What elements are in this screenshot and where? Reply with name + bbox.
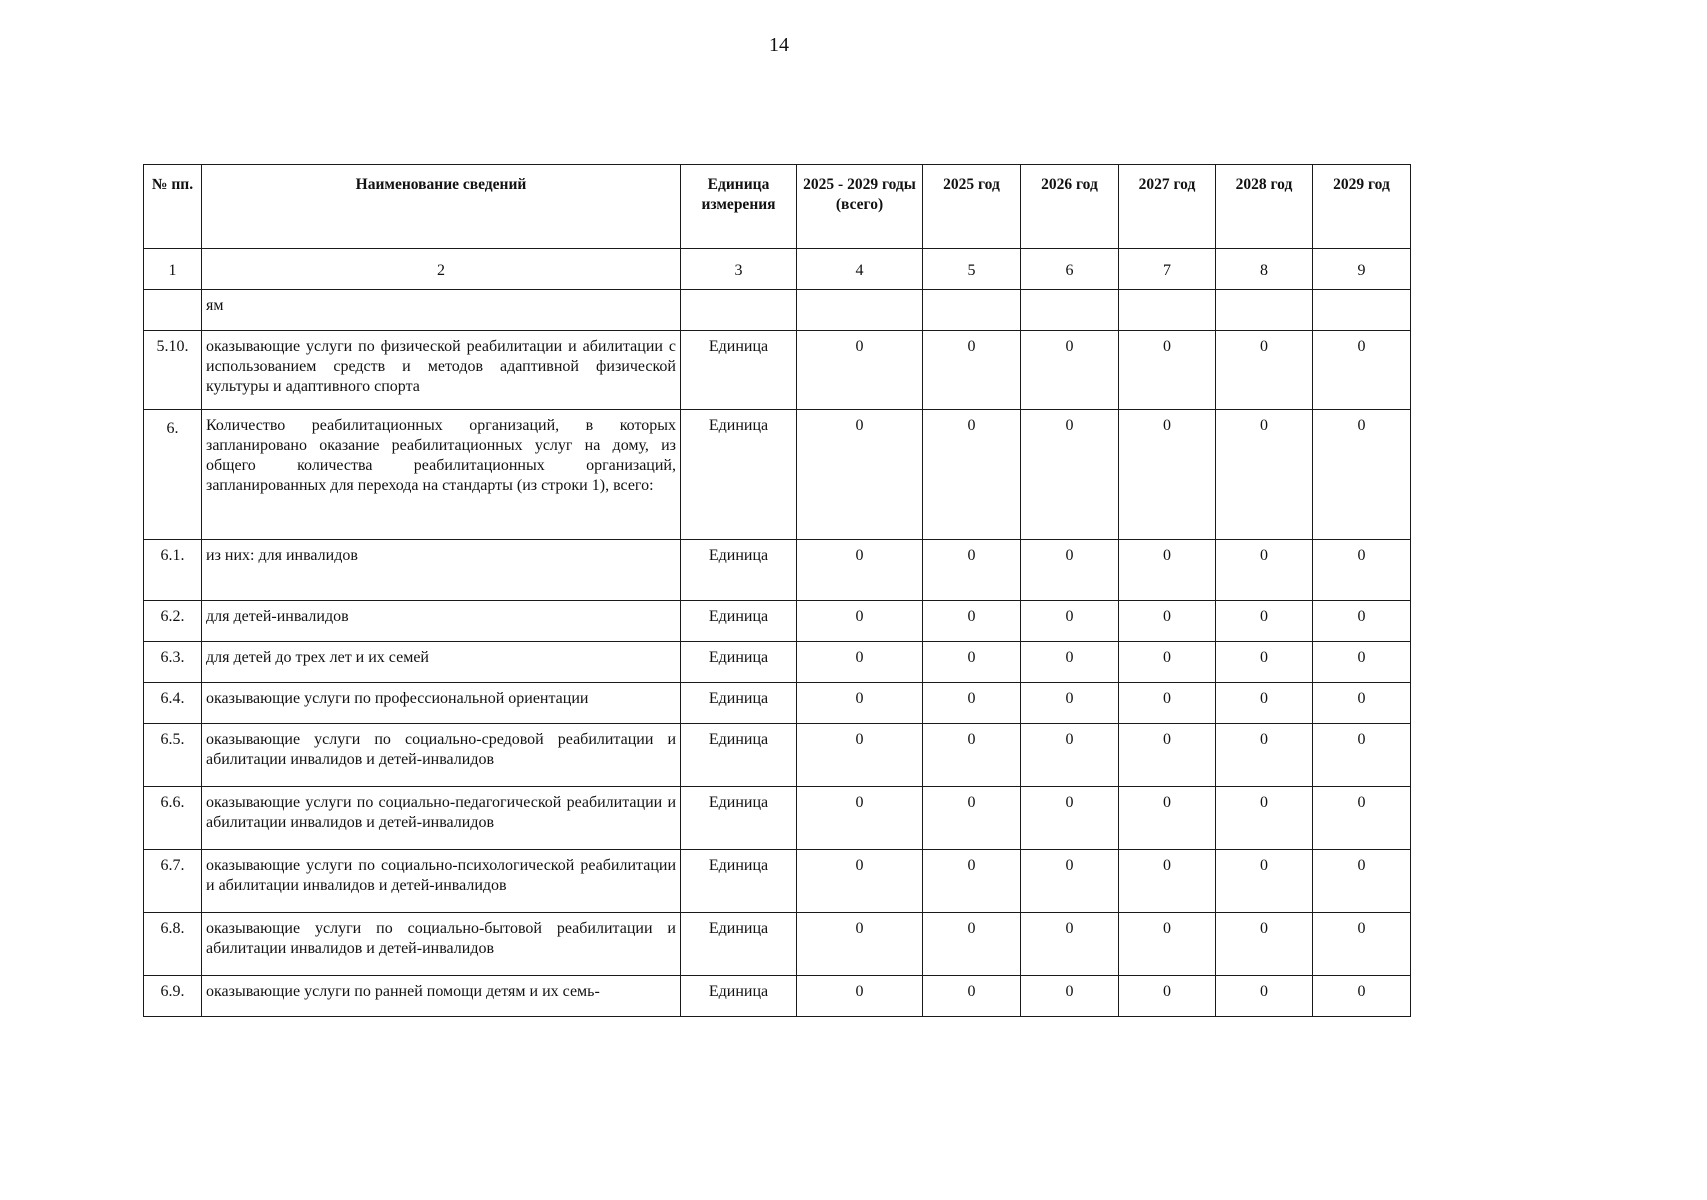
value-2026: 0 bbox=[1021, 850, 1119, 913]
row-unit: Единица bbox=[681, 683, 797, 724]
value-2028: 0 bbox=[1216, 683, 1313, 724]
table-row bbox=[144, 601, 1411, 642]
row-name: из них: для инвалидов bbox=[202, 540, 681, 601]
table-row bbox=[144, 331, 1411, 410]
row-number: 6.5. bbox=[144, 724, 202, 787]
value-total: 0 bbox=[797, 331, 923, 410]
row-number bbox=[144, 290, 202, 331]
column-number: 9 bbox=[1313, 249, 1411, 290]
header-2025: 2025 год bbox=[923, 165, 1021, 249]
row-unit: Единица bbox=[681, 850, 797, 913]
table-header-row bbox=[144, 165, 1411, 249]
value-2025: 0 bbox=[923, 787, 1021, 850]
value-2027 bbox=[1119, 290, 1216, 331]
row-number: 5.10. bbox=[144, 331, 202, 410]
table-row bbox=[144, 410, 1411, 540]
row-name: оказывающие услуги по социально-педагогической реабилитации и абилитации инвалидов и детей-инвалидов bbox=[202, 787, 681, 850]
value-total: 0 bbox=[797, 601, 923, 642]
value-total: 0 bbox=[797, 642, 923, 683]
row-number: 6.4. bbox=[144, 683, 202, 724]
row-name: оказывающие услуги по социально-средовой реабилитации и абилитации инвалидов и детей-инвалидов bbox=[202, 724, 681, 787]
row-name: оказывающие услуги по профессиональной ориентации bbox=[202, 683, 681, 724]
row-unit: Единица bbox=[681, 724, 797, 787]
value-2027: 0 bbox=[1119, 724, 1216, 787]
value-2026: 0 bbox=[1021, 724, 1119, 787]
table-row bbox=[144, 642, 1411, 683]
value-2027: 0 bbox=[1119, 976, 1216, 1017]
value-2025: 0 bbox=[923, 850, 1021, 913]
value-2026: 0 bbox=[1021, 331, 1119, 410]
header-2028: 2028 год bbox=[1216, 165, 1313, 249]
header-2029: 2029 год bbox=[1313, 165, 1411, 249]
value-2028: 0 bbox=[1216, 850, 1313, 913]
value-2027: 0 bbox=[1119, 787, 1216, 850]
column-number: 2 bbox=[202, 249, 681, 290]
row-unit: Единица bbox=[681, 331, 797, 410]
row-name: для детей до трех лет и их семей bbox=[202, 642, 681, 683]
header-number: № пп. bbox=[144, 165, 202, 249]
data-table bbox=[143, 164, 1411, 1017]
column-number: 6 bbox=[1021, 249, 1119, 290]
value-2028: 0 bbox=[1216, 331, 1313, 410]
value-2027: 0 bbox=[1119, 410, 1216, 540]
column-number: 1 bbox=[144, 249, 202, 290]
value-2026: 0 bbox=[1021, 642, 1119, 683]
value-2027: 0 bbox=[1119, 913, 1216, 976]
header-unit: Единица измерения bbox=[681, 165, 797, 249]
row-unit: Единица bbox=[681, 913, 797, 976]
value-total: 0 bbox=[797, 850, 923, 913]
column-number-row bbox=[144, 249, 1411, 290]
value-2025: 0 bbox=[923, 642, 1021, 683]
value-2027: 0 bbox=[1119, 601, 1216, 642]
row-number: 6.2. bbox=[144, 601, 202, 642]
value-2028: 0 bbox=[1216, 976, 1313, 1017]
row-unit: Единица bbox=[681, 976, 797, 1017]
value-2029: 0 bbox=[1313, 724, 1411, 787]
value-total: 0 bbox=[797, 410, 923, 540]
row-number: 6.8. bbox=[144, 913, 202, 976]
column-number: 3 bbox=[681, 249, 797, 290]
value-2029: 0 bbox=[1313, 410, 1411, 540]
row-name: для детей-инвалидов bbox=[202, 601, 681, 642]
table-row bbox=[144, 724, 1411, 787]
row-name: Количество реабилитационных организаций, в которых запланировано оказание реабилитационных услуг на дому, из общего количества реабилитационных организаций, запланированных для перехода на стандарты (из строки 1), всего: bbox=[202, 410, 681, 540]
header-2026: 2026 год bbox=[1021, 165, 1119, 249]
value-2027: 0 bbox=[1119, 642, 1216, 683]
table-row bbox=[144, 787, 1411, 850]
value-total: 0 bbox=[797, 540, 923, 601]
value-2026 bbox=[1021, 290, 1119, 331]
header-2027: 2027 год bbox=[1119, 165, 1216, 249]
value-2025: 0 bbox=[923, 976, 1021, 1017]
value-2027: 0 bbox=[1119, 683, 1216, 724]
value-2029: 0 bbox=[1313, 642, 1411, 683]
value-2029: 0 bbox=[1313, 976, 1411, 1017]
row-number: 6. bbox=[144, 410, 202, 540]
value-2029: 0 bbox=[1313, 787, 1411, 850]
value-2028: 0 bbox=[1216, 601, 1313, 642]
value-total: 0 bbox=[797, 787, 923, 850]
row-number: 6.7. bbox=[144, 850, 202, 913]
value-2025: 0 bbox=[923, 724, 1021, 787]
row-name: оказывающие услуги по социально-бытовой реабилитации и абилитации инвалидов и детей-инвалидов bbox=[202, 913, 681, 976]
value-total bbox=[797, 290, 923, 331]
column-number: 5 bbox=[923, 249, 1021, 290]
value-2026: 0 bbox=[1021, 540, 1119, 601]
value-2028: 0 bbox=[1216, 724, 1313, 787]
value-2029: 0 bbox=[1313, 331, 1411, 410]
value-2029: 0 bbox=[1313, 683, 1411, 724]
row-name: оказывающие услуги по ранней помощи детям и их семь- bbox=[202, 976, 681, 1017]
value-total: 0 bbox=[797, 976, 923, 1017]
row-unit: Единица bbox=[681, 410, 797, 540]
row-number: 6.3. bbox=[144, 642, 202, 683]
value-2025 bbox=[923, 290, 1021, 331]
column-number: 4 bbox=[797, 249, 923, 290]
row-name: оказывающие услуги по социально-психологической реабилитации и абилитации инвалидов и детей-инвалидов bbox=[202, 850, 681, 913]
value-2029: 0 bbox=[1313, 540, 1411, 601]
value-2027: 0 bbox=[1119, 331, 1216, 410]
row-name: ям bbox=[202, 290, 681, 331]
value-2026: 0 bbox=[1021, 913, 1119, 976]
value-2026: 0 bbox=[1021, 683, 1119, 724]
column-number: 7 bbox=[1119, 249, 1216, 290]
row-unit: Единица bbox=[681, 601, 797, 642]
value-total: 0 bbox=[797, 913, 923, 976]
page-number: 14 bbox=[769, 34, 789, 56]
value-2028: 0 bbox=[1216, 642, 1313, 683]
value-2029: 0 bbox=[1313, 913, 1411, 976]
value-2025: 0 bbox=[923, 540, 1021, 601]
value-2027: 0 bbox=[1119, 850, 1216, 913]
value-2026: 0 bbox=[1021, 976, 1119, 1017]
value-total: 0 bbox=[797, 683, 923, 724]
value-2025: 0 bbox=[923, 410, 1021, 540]
value-2029 bbox=[1313, 290, 1411, 331]
table-row bbox=[144, 540, 1411, 601]
value-2025: 0 bbox=[923, 913, 1021, 976]
value-total: 0 bbox=[797, 724, 923, 787]
value-2026: 0 bbox=[1021, 787, 1119, 850]
value-2025: 0 bbox=[923, 683, 1021, 724]
row-name: оказывающие услуги по физической реабилитации и абилитации с использованием средств и методов адаптивной физической культуры и адаптивного спорта bbox=[202, 331, 681, 410]
header-total: 2025 - 2029 годы (всего) bbox=[797, 165, 923, 249]
value-2025: 0 bbox=[923, 331, 1021, 410]
value-2028: 0 bbox=[1216, 913, 1313, 976]
value-2025: 0 bbox=[923, 601, 1021, 642]
value-2029: 0 bbox=[1313, 601, 1411, 642]
row-unit: Единица bbox=[681, 787, 797, 850]
table-row bbox=[144, 850, 1411, 913]
row-unit bbox=[681, 290, 797, 331]
table-row bbox=[144, 683, 1411, 724]
row-unit: Единица bbox=[681, 642, 797, 683]
value-2028 bbox=[1216, 290, 1313, 331]
row-unit: Единица bbox=[681, 540, 797, 601]
value-2027: 0 bbox=[1119, 540, 1216, 601]
column-number: 8 bbox=[1216, 249, 1313, 290]
value-2028: 0 bbox=[1216, 410, 1313, 540]
value-2028: 0 bbox=[1216, 787, 1313, 850]
table-row bbox=[144, 913, 1411, 976]
table-row bbox=[144, 976, 1411, 1017]
table-row bbox=[144, 290, 1411, 331]
value-2026: 0 bbox=[1021, 601, 1119, 642]
row-number: 6.6. bbox=[144, 787, 202, 850]
row-number: 6.9. bbox=[144, 976, 202, 1017]
value-2029: 0 bbox=[1313, 850, 1411, 913]
value-2028: 0 bbox=[1216, 540, 1313, 601]
row-number: 6.1. bbox=[144, 540, 202, 601]
value-2026: 0 bbox=[1021, 410, 1119, 540]
header-name: Наименование сведений bbox=[202, 165, 681, 249]
